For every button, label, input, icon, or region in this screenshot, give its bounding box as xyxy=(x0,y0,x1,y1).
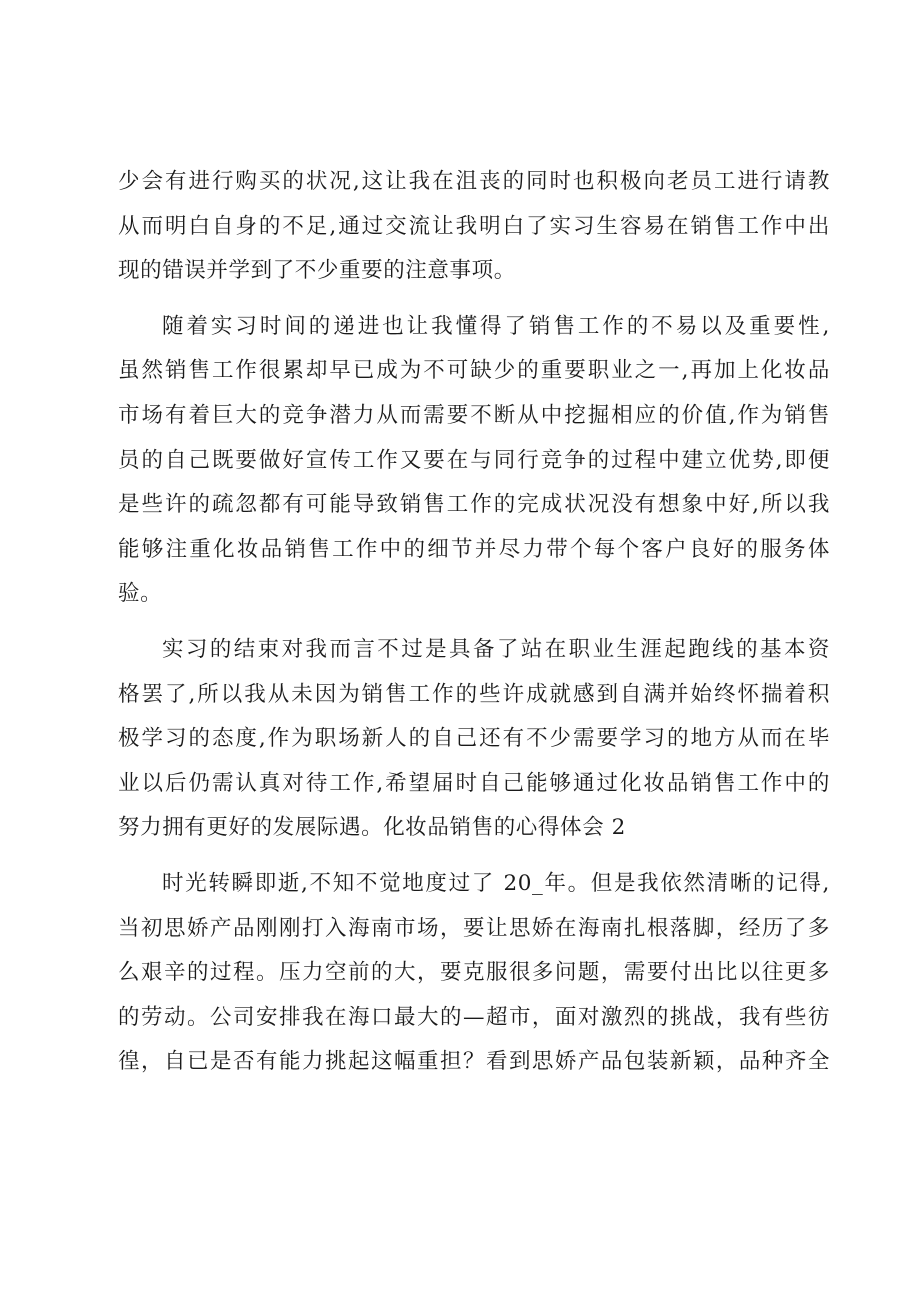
paragraph-gap xyxy=(118,617,830,628)
paragraph-line: 少会有进行购买的状况,这让我在沮丧的同时也积极向老员工进行请教 xyxy=(118,169,830,194)
paragraph-line: 努力拥有更好的发展际遇。化妆品销售的心得体会 2 xyxy=(118,815,626,841)
paragraph-line: 当初思娇产品刚刚打入海南市场，要让思娇在海南扎根落脚，经历了多 xyxy=(118,915,830,941)
paragraph-line: 市场有着巨大的竞争潜力从而需要不断从中挖掘相应的价值,作为销售 xyxy=(118,402,830,428)
paragraph-line: 徨，自已是否有能力挑起这幅重担？看到思娇产品包装新颖，品种齐全 xyxy=(118,1049,830,1075)
paragraph-gap xyxy=(118,294,830,305)
paragraph-line: 员的自己既要做好宣传工作又要在与同行竞争的过程中建立优势,即便 xyxy=(118,447,830,473)
paragraph-line: 实习的结束对我而言不过是具备了站在职业生涯起跑线的基本资 xyxy=(162,636,830,662)
paragraph-line: 能够注重化妆品销售工作中的细节并尽力带个每个客户良好的服务体 xyxy=(118,536,830,562)
paragraph-line: 时光转瞬即逝,不知不觉地度过了 20_年。但是我依然清晰的记得, xyxy=(162,870,830,896)
paragraph-line: 业以后仍需认真对待工作,希望届时自己能够通过化妆品销售工作中的 xyxy=(118,770,830,796)
paragraph-line: 的劳动。公司安排我在海口最大的—超市，面对激烈的挑战，我有些彷 xyxy=(118,1004,830,1030)
paragraph-2 xyxy=(118,305,830,617)
paragraph-line: 随着实习时间的递进也让我懂得了销售工作的不易以及重要性, xyxy=(162,313,830,339)
paragraph-3 xyxy=(118,628,830,851)
paragraph-line: 验。 xyxy=(118,581,163,607)
paragraph-line: 现的错误并学到了不少重要的注意事项。 xyxy=(118,258,516,284)
paragraph-line: 虽然销售工作很累却早已成为不可缺少的重要职业之一,再加上化妆品 xyxy=(118,358,830,384)
paragraph-line: 格罢了,所以我从未因为销售工作的些许成就感到自满并始终怀揣着积 xyxy=(118,681,830,707)
paragraph-1 xyxy=(118,160,830,294)
paragraph-4 xyxy=(118,862,830,1085)
paragraph-line: 么艰辛的过程。压力空前的大，要克服很多问题，需要付出比以往更多 xyxy=(118,960,830,986)
paragraph-line: 是些许的疏忽都有可能导致销售工作的完成状况没有想象中好,所以我 xyxy=(118,492,830,518)
paragraph-line: 从而明白自身的不足,通过交流让我明白了实习生容易在销售工作中出 xyxy=(118,213,830,239)
paragraph-line: 极学习的态度,作为职场新人的自己还有不少需要学习的地方从而在毕 xyxy=(118,726,830,752)
paragraph-gap xyxy=(118,851,830,862)
document-body xyxy=(118,160,830,1085)
